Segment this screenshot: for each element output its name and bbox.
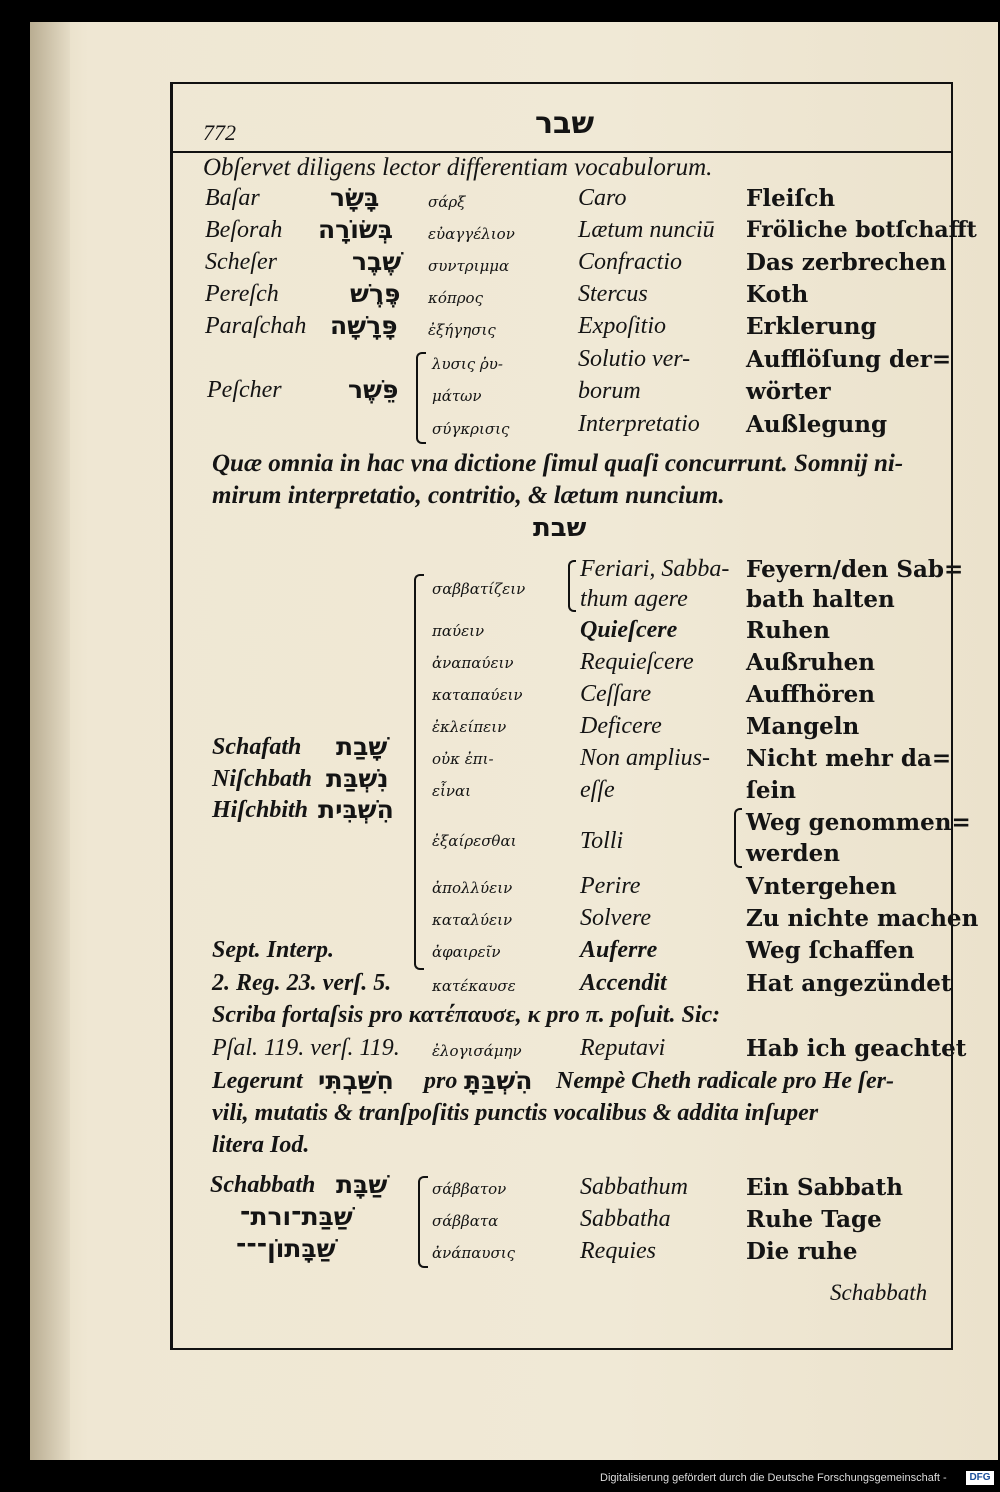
row1-heb: בָּשָׂר [330, 183, 380, 212]
schabbath-lat: Schabbath [210, 1172, 316, 1198]
row5-latin: Expoſitio [578, 313, 666, 339]
intro-line: Obſervet diligens lector differentiam vocabulorum. [203, 154, 713, 181]
shabath-ger-10: werden [746, 840, 840, 867]
shabath-latin-10: Perire [580, 873, 641, 899]
shabath-latin-6: Deficere [580, 713, 662, 739]
shabath-ger-8: ſein [746, 777, 796, 804]
row4-latin: Stercus [578, 281, 648, 307]
row2-gr: εὐαγγέλιον [428, 225, 515, 243]
row3-lat: Scheſer [205, 249, 277, 275]
header-rule [173, 151, 951, 153]
shabath-ger-12: Zu nichte machen [746, 905, 979, 932]
shabath-gr-2: παύειν [432, 622, 485, 640]
shabath-ger-5: Auffhören [746, 681, 875, 708]
shabath-gr-1: σαββατίζειν [432, 580, 526, 598]
schabbath-latin-2: Sabbatha [580, 1206, 671, 1232]
schabbath-gr-2: σάββατα [432, 1212, 499, 1230]
schabbath-latin-3: Requies [580, 1238, 656, 1264]
row1-lat: Baſar [205, 185, 260, 211]
shabath-ger-6: Mangeln [746, 713, 860, 740]
pescher-gr-2: μάτων [432, 387, 482, 405]
row4-lat: Pereſch [205, 281, 279, 307]
row3-ger: Das zerbrechen [746, 249, 947, 276]
weg-genommen-brace [734, 808, 742, 868]
shabath-name-2-heb: נִשְׁבַּת [326, 764, 389, 793]
sept-label: Sept. Interp. [212, 937, 335, 963]
shabath-ger-11: Vntergehen [746, 873, 897, 900]
row3-heb: שֶׁבֶר [352, 247, 402, 276]
legerunt-line-2: vili, mutatis & tranſpoſitis punctis vocalibus & addita inſuper [212, 1100, 819, 1126]
pescher-brace [416, 352, 426, 444]
psal-label: Pſal. 119. verſ. 119. [212, 1035, 400, 1061]
shabath-gr-11: ἀφαιρεῖν [432, 943, 501, 961]
shabath-latin-1: Feriari, Sabba- [580, 556, 730, 582]
pescher-ger-3: Außlegung [746, 411, 888, 438]
shabath-latin-2: thum agere [580, 586, 688, 612]
shabath-latin-11: Solvere [580, 905, 652, 931]
schabbath-heb-1: שַׁבָּת [336, 1170, 388, 1199]
pescher-latin-2: borum [578, 378, 641, 404]
row5-gr: ἐξήγησις [428, 321, 496, 339]
pescher-heb: פֵּשֶׁר [348, 375, 399, 404]
sept-gr: κατέκαυσε [432, 977, 516, 995]
row5-ger: Erklerung [746, 313, 877, 340]
shabath-gr-5: ἐκλείπειν [432, 718, 507, 736]
row4-ger: Koth [746, 281, 809, 308]
row5-lat: Paraſchah [205, 313, 307, 339]
shabath-gr-7: εἶναι [432, 782, 472, 800]
sept-latin: Accendit [580, 970, 667, 996]
shabath-ger-4: Außruhen [746, 649, 875, 676]
pescher-latin-1: Solutio ver- [578, 346, 691, 372]
shabath-ger-3: Ruhen [746, 617, 830, 644]
legerunt-line-1: Nempè Cheth radicale pro He ſer- [556, 1068, 894, 1094]
shabath-gr-4: καταπαύειν [432, 686, 523, 704]
schabbath-brace [418, 1176, 428, 1268]
psal-latin: Reputavi [580, 1035, 666, 1061]
running-head-hebrew: שבר [535, 106, 595, 141]
legerunt-word: Legerunt [212, 1068, 303, 1094]
scriba-line: Scriba fortaſsis pro κατέπαυσε, κ pro π. poſuit. Sic: [212, 1002, 721, 1028]
schabbath-latin-1: Sabbathum [580, 1174, 688, 1200]
shabath-latin-12: Auferre [580, 937, 658, 963]
row3-gr: συντριμμα [428, 257, 510, 275]
schabbath-gr-3: ἀνάπαυσις [432, 1244, 516, 1262]
schabbath-heb-3: שַׁבָּתוֹן־־־ [236, 1234, 336, 1263]
shabath-latin-3: Quieſcere [580, 617, 678, 643]
shabath-ger-7: Nicht mehr da= [746, 745, 952, 772]
shabath-name-1-heb: שָׁבַת [336, 732, 388, 761]
row1-gr: σάρξ [428, 193, 466, 211]
legerunt-line-3: litera Iod. [212, 1132, 310, 1158]
dfg-logo: DFG [966, 1471, 994, 1485]
pescher-gr-1: λυσις ῥυ- [432, 355, 503, 373]
pescher-ger-1: Aufflöſung der= [746, 346, 952, 373]
shabath-latin-8: eſſe [580, 777, 615, 803]
shabath-gr-10: καταλύειν [432, 911, 513, 929]
shabath-gr-8: ἐξαίρεσθαι [432, 832, 517, 850]
row4-heb: פֶּרֶשׁ [350, 279, 401, 308]
row2-latin: Lætum nunciū [578, 217, 715, 243]
pescher-ger-2: wörter [746, 378, 831, 405]
catchword: Schabbath [830, 1280, 928, 1305]
schabbath-ger-1: Ein Sabbath [746, 1174, 903, 1201]
page-number: 772 [203, 120, 236, 145]
row5-heb: פָּרָשָׁה [330, 311, 398, 340]
psal-gr: ἐλογισάμην [432, 1042, 522, 1060]
row4-gr: κόπρος [428, 289, 483, 307]
shabath-ger-2: bath halten [746, 586, 895, 613]
shabath-gr-3: ἀναπαύειν [432, 654, 514, 672]
shabath-latin-7: Non amplius- [580, 745, 711, 771]
shabath-gr-9: ἀπολλύειν [432, 879, 513, 897]
shabath-name-3-heb: הִשְׁבִּית [318, 795, 394, 824]
row2-lat: Beſorah [205, 217, 283, 243]
reg-label: 2. Reg. 23. verſ. 5. [212, 970, 392, 996]
row1-ger: Fleiſch [746, 185, 836, 212]
shabath-gr-6: οὐκ ἐπι- [432, 750, 494, 768]
shabath-main-brace [414, 574, 424, 970]
sept-ger: Hat angezündet [746, 970, 952, 997]
row3-latin: Confractio [578, 249, 683, 275]
shabath-latin-4: Requieſcere [580, 649, 694, 675]
digitization-credit: Digitalisierung gefördert durch die Deutsche Forschungsgemeinschaft - [600, 1472, 947, 1484]
shabath-name-3-lat: Hiſchbith [212, 797, 309, 823]
page-edge [30, 22, 70, 1460]
row2-heb: בְּשׂוֹרָה [318, 215, 394, 244]
row2-ger: Fröliche botſchafft [746, 217, 977, 243]
sabbathize-brace [568, 560, 576, 612]
pescher-lat: Peſcher [207, 377, 282, 403]
legerunt-heb-1: חִשַּׁבְתִּי [318, 1066, 394, 1095]
schabbath-ger-2: Ruhe Tage [746, 1206, 882, 1233]
note-line-1: Quæ omnia in hac vna dictione ſimul quaſi concurrunt. Somnij ni- [212, 450, 904, 477]
shabath-ger-9: Weg genommen= [746, 809, 971, 836]
legerunt-pro: pro [424, 1068, 458, 1094]
shabath-latin-5: Ceſſare [580, 681, 652, 707]
row1-latin: Caro [578, 185, 627, 211]
shabath-ger-13: Weg ſchaffen [746, 937, 915, 964]
shabath-name-2-lat: Niſchbath [212, 766, 313, 792]
schabbath-heb-2: שַׁבַּת־ורת־ [240, 1202, 353, 1231]
schabbath-ger-3: Die ruhe [746, 1238, 858, 1265]
legerunt-heb-2: הִשְׁבַּתָּ [464, 1066, 533, 1095]
note-line-2: mirum interpretatio, contritio, & lætum nuncium. [212, 482, 725, 509]
pescher-latin-3: Interpretatio [578, 411, 700, 437]
section-heading: שבת [533, 513, 587, 543]
schabbath-gr-1: σάββατον [432, 1180, 507, 1198]
psal-ger: Hab ich geachtet [746, 1035, 967, 1062]
pescher-gr-3: σύγκρισις [432, 420, 510, 438]
shabath-latin-9: Tolli [580, 828, 624, 854]
shabath-ger-1: Feyern/den Sab= [746, 556, 964, 583]
shabath-name-1-lat: Schafath [212, 734, 302, 760]
